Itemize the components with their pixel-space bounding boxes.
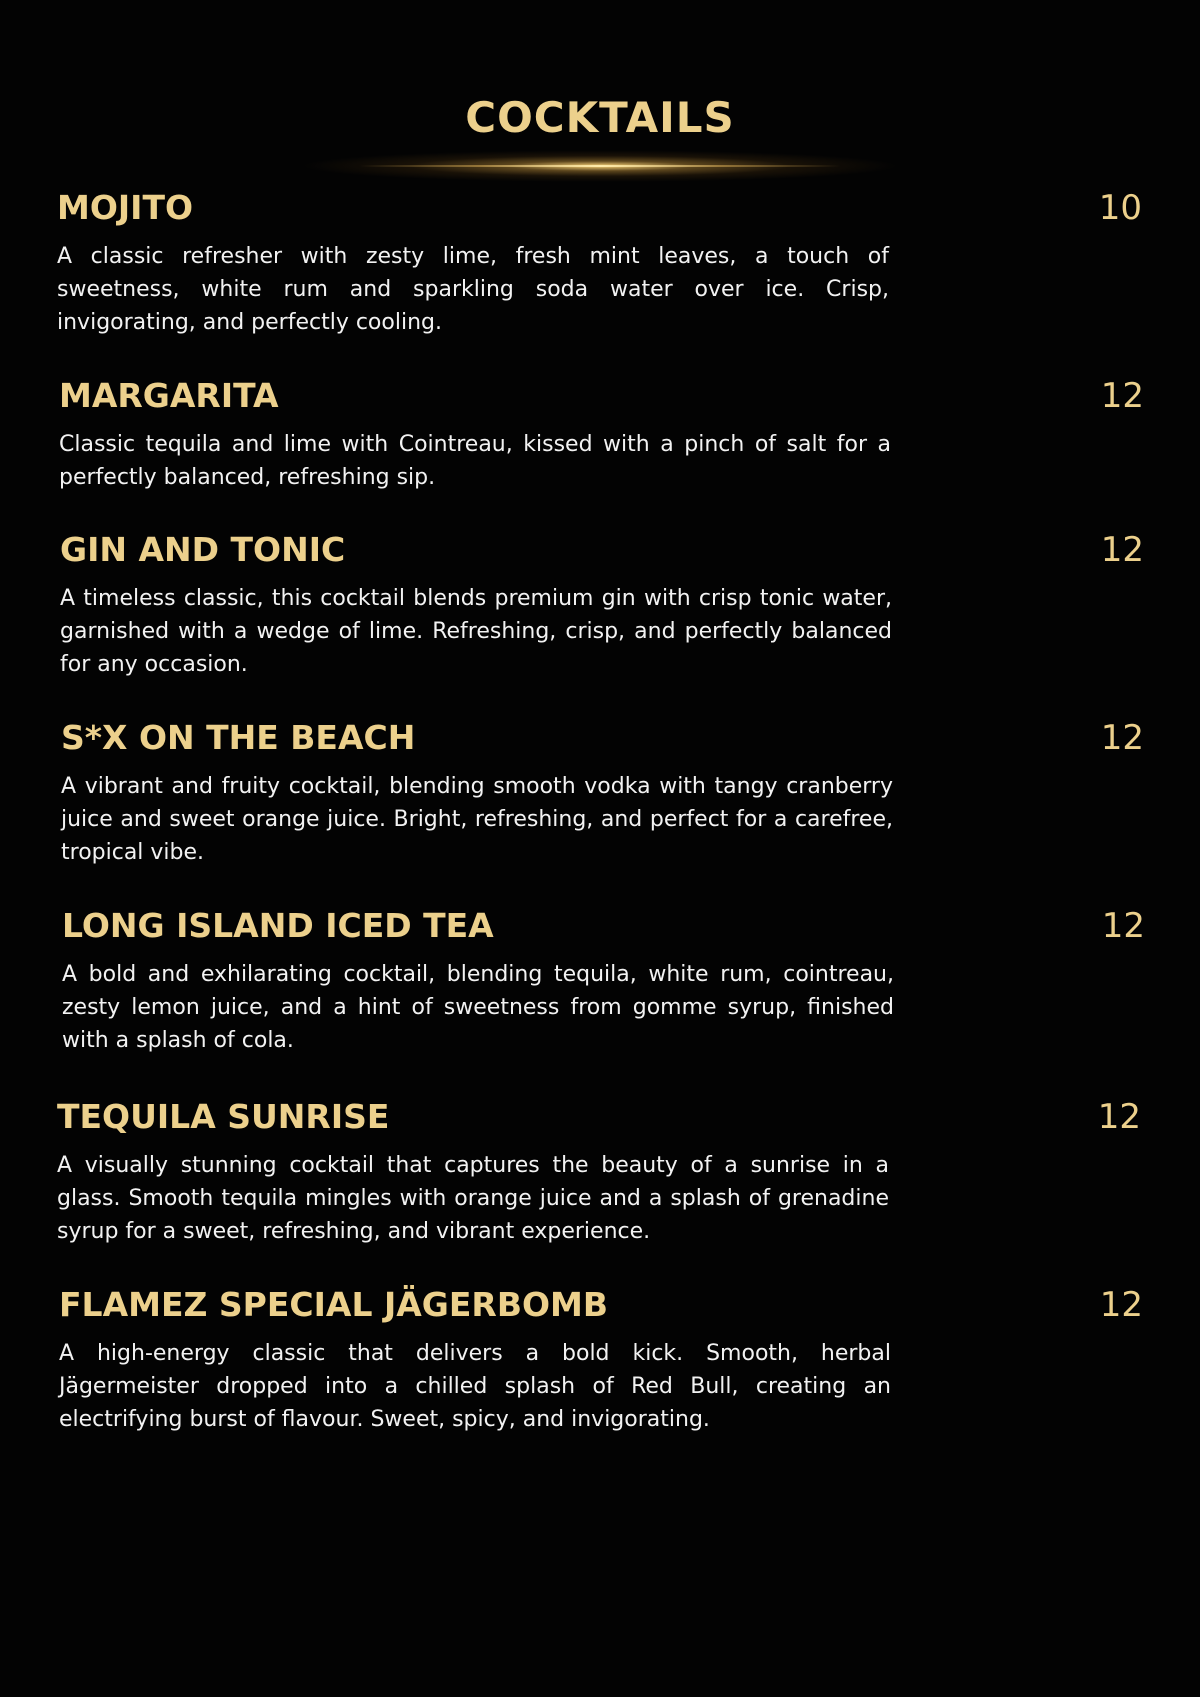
item-name: GIN AND TONIC <box>60 530 346 569</box>
title-divider-line <box>360 165 840 167</box>
item-price: 12 <box>1099 1285 1143 1325</box>
item-name: S*X ON THE BEACH <box>61 718 416 757</box>
item-price: 12 <box>1100 376 1144 416</box>
item-description: A visually stunning cocktail that captures the beauty of a sunrise in a glass. Smooth tequila mingles with orange juice and a splash of grenadine syrup for a sweet, refreshing, and vibrant experience. <box>57 1153 889 1244</box>
item-description: A bold and exhilarating cocktail, blending tequila, white rum, cointreau, zesty lemon juice, and a hint of sweetness from gomme syrup, finished with a splash of cola. <box>62 962 894 1053</box>
item-description: A classic refresher with zesty lime, fresh mint leaves, a touch of sweetness, white rum and sparkling soda water over ice. Crisp, invigorating, and perfectly cooling. <box>57 244 889 335</box>
item-name: MOJITO <box>57 188 194 227</box>
item-description: A timeless classic, this cocktail blends premium gin with crisp tonic water, garnished with a wedge of lime. Refreshing, crisp, and perfectly balanced for any occasion. <box>60 586 892 677</box>
item-description: Classic tequila and lime with Cointreau, kissed with a pinch of salt for a perfectly balanced, refreshing sip. <box>59 432 891 490</box>
item-name: FLAMEZ SPECIAL JÄGERBOMB <box>59 1285 609 1324</box>
item-name: TEQUILA SUNRISE <box>57 1097 390 1136</box>
item-price: 10 <box>1098 188 1142 228</box>
item-price: 12 <box>1097 1097 1141 1137</box>
item-name: LONG ISLAND ICED TEA <box>62 906 494 945</box>
item-price: 12 <box>1101 906 1145 946</box>
item-description: A vibrant and fruity cocktail, blending smooth vodka with tangy cranberry juice and sweet orange juice. Bright, refreshing, and perfect for a carefree, tropical vibe. <box>61 774 893 865</box>
page-title: COCKTAILS <box>465 93 735 142</box>
item-price: 12 <box>1100 718 1144 758</box>
item-name: MARGARITA <box>59 376 279 415</box>
item-price: 12 <box>1100 530 1144 570</box>
item-description: A high-energy classic that delivers a bold kick. Smooth, herbal Jägermeister dropped into a chilled splash of Red Bull, creating an electrifying burst of flavour. Sweet, spicy, and invigorating. <box>59 1341 891 1432</box>
